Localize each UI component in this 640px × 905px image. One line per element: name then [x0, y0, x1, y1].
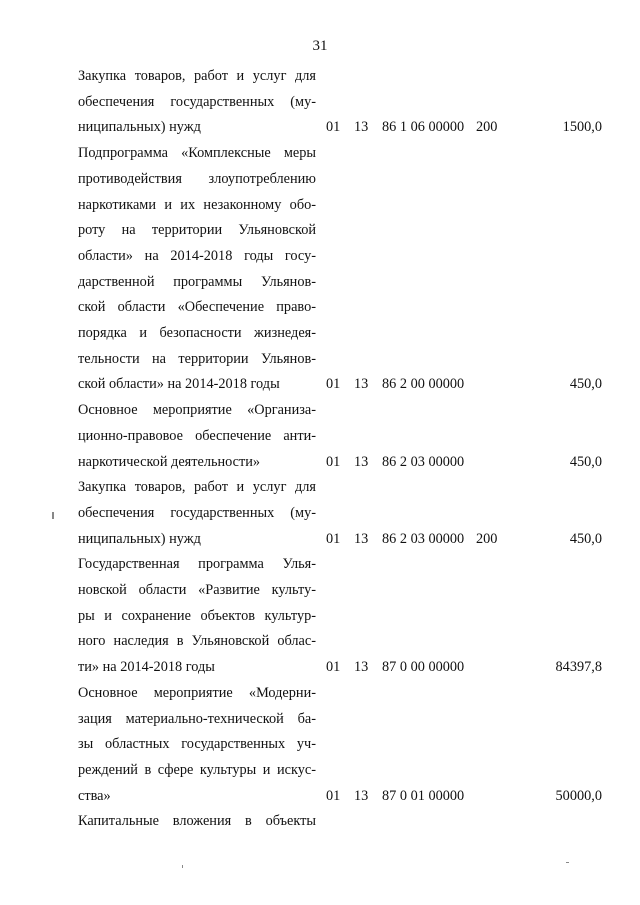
subsection-code: 13 [354, 119, 369, 136]
amount: 450,0 [569, 530, 602, 547]
row-name-line: новской области «Развитие культу- [78, 582, 316, 599]
section-code: 01 [326, 787, 341, 804]
target-item-code: 87 0 00 00000 [382, 659, 465, 676]
row-name-line: ской области» на 2014-2018 годы [78, 376, 280, 393]
table-row [0, 681, 640, 810]
row-name-line: ры и сохранение объектов культур- [78, 607, 316, 624]
row-name-line: ционно-правовое обеспечение анти- [78, 427, 316, 444]
amount: 50000,0 [555, 787, 602, 804]
row-name-line: ниципальных) нужд [78, 119, 201, 136]
section-code: 01 [326, 376, 341, 393]
row-name-line: наркотической деятельности» [78, 453, 261, 470]
row-name-line: Закупка товаров, работ и услуг для [78, 479, 316, 496]
amount: 450,0 [569, 453, 602, 470]
target-item-code: 87 0 01 00000 [382, 787, 465, 804]
row-name-line: ти» на 2014-2018 годы [78, 659, 215, 676]
target-item-code: 86 2 00 00000 [382, 376, 465, 393]
subsection-code: 13 [354, 787, 369, 804]
row-codes [0, 372, 640, 398]
row-name-line: роту на территории Ульяновской [78, 222, 316, 239]
target-item-code: 86 2 03 00000 [382, 530, 465, 547]
row-name-line: ниципальных) нужд [78, 530, 201, 547]
budget-table [0, 64, 640, 835]
table-row [0, 809, 640, 835]
row-name-line: Закупка товаров, работ и услуг для [78, 68, 316, 84]
row-name-line: тельности на территории Ульянов- [78, 350, 316, 367]
row-name-line: дарственной программы Ульянов- [78, 273, 316, 290]
target-item-code: 86 1 06 00000 [382, 119, 465, 136]
row-codes [0, 655, 640, 681]
scan-speck [566, 862, 569, 863]
table-row [0, 475, 640, 552]
row-name-line: наркотиками и их незаконному обо- [78, 196, 316, 213]
subsection-code: 13 [354, 453, 369, 470]
row-name-line: зация материально-технической ба- [78, 710, 316, 727]
row-name-line: ской области «Обеспечение право- [78, 299, 316, 316]
row-name-line: Основное мероприятие «Модерни- [78, 684, 316, 701]
table-row [0, 552, 640, 681]
section-code: 01 [326, 530, 341, 547]
row-codes [0, 450, 640, 476]
row-name-line: порядка и безопасности жизнедея- [78, 325, 316, 342]
expense-type-code: 200 [476, 530, 498, 547]
amount: 450,0 [569, 376, 602, 393]
row-name-line: Основное мероприятие «Организа- [78, 402, 316, 419]
row-name-line: ного наследия в Ульяновской облас- [78, 633, 316, 650]
subsection-code: 13 [354, 659, 369, 676]
section-code: 01 [326, 119, 341, 136]
row-name-line: противодействия злоупотреблению [78, 170, 316, 187]
row-name-line: обеспечения государственных (му- [78, 504, 316, 521]
row-name-line: области» на 2014-2018 годы госу- [78, 247, 316, 264]
row-name-line: Подпрограмма «Комплексные меры [78, 145, 316, 162]
scan-speck [182, 865, 183, 868]
row-codes [0, 784, 640, 810]
page-number: 31 [312, 38, 328, 54]
row-name [78, 141, 316, 398]
scan-speck [52, 512, 54, 519]
row-name-line: обеспечения государственных (му- [78, 93, 316, 110]
row-codes [0, 115, 640, 141]
row-name-line: зы областных государственных уч- [78, 736, 316, 753]
row-name-line: Государственная программа Улья- [78, 556, 316, 573]
expense-type-code: 200 [476, 119, 498, 136]
section-code: 01 [326, 659, 341, 676]
row-codes [0, 527, 640, 553]
target-item-code: 86 2 03 00000 [382, 453, 465, 470]
row-name-line: ства» [78, 787, 111, 804]
row-name-line: Капитальные вложения в объекты [78, 813, 316, 830]
table-row [0, 141, 640, 398]
table-row [0, 398, 640, 475]
table-row [0, 64, 640, 141]
subsection-code: 13 [354, 530, 369, 547]
amount: 84397,8 [555, 659, 602, 676]
row-name-line: реждений в сфере культуры и искус- [78, 761, 316, 778]
section-code: 01 [326, 453, 341, 470]
row-codes [0, 809, 640, 835]
subsection-code: 13 [354, 376, 369, 393]
amount: 1500,0 [562, 119, 602, 136]
